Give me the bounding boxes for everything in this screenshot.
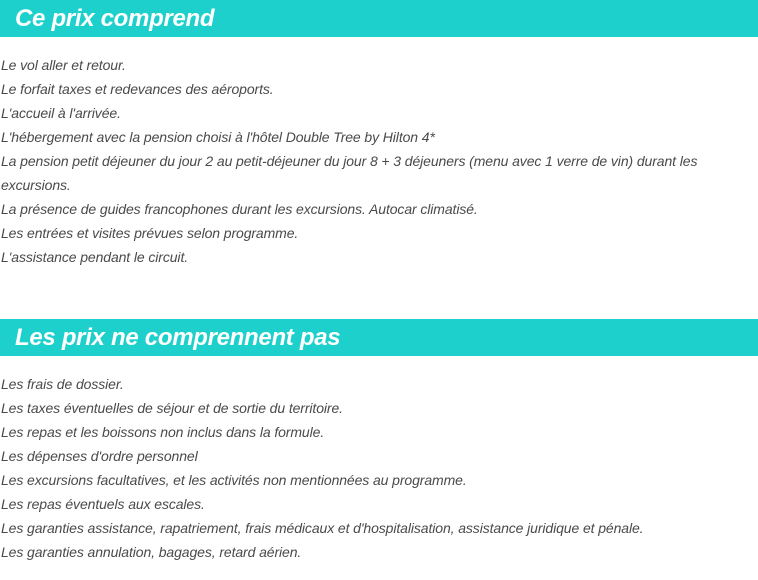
section-header-excludes xyxy=(0,319,758,356)
list-item: Les entrées et visites prévues selon programme. xyxy=(1,225,299,241)
list-item: Le vol aller et retour. xyxy=(1,57,126,73)
list-item: Les repas et les boissons non inclus dans la formule. xyxy=(1,424,325,440)
list-item: La pension petit déjeuner du jour 2 au petit-déjeuner du jour 8 + 3 déjeuners (menu avec 1 verre de vin) durant les excursions. xyxy=(1,153,698,193)
list-item: Le forfait taxes et redevances des aéroports. xyxy=(1,81,274,97)
list-item: L'hébergement avec la pension choisi à l'hôtel Double Tree by Hilton 4* xyxy=(1,129,435,145)
list-item: L'assistance pendant le circuit. xyxy=(1,249,189,265)
excluded-items-list xyxy=(0,372,758,564)
list-item: Les taxes éventuelles de séjour et de sortie du territoire. xyxy=(1,400,343,416)
list-item: Les repas éventuels aux escales. xyxy=(1,496,205,512)
list-item: Les garanties assistance, rapatriement, frais médicaux et d'hospitalisation, assistance juridique et pénale. xyxy=(1,520,644,536)
section-title-excludes: Les prix ne comprennent pas xyxy=(15,323,341,351)
section-title-includes: Ce prix comprend xyxy=(15,4,215,32)
list-item: Les garanties annulation, bagages, retard aérien. xyxy=(1,544,302,560)
section-header-includes xyxy=(0,0,758,37)
list-item: Les frais de dossier. xyxy=(1,376,124,392)
section-price-excludes xyxy=(0,319,758,564)
list-item: Les dépenses d'ordre personnel xyxy=(1,448,198,464)
included-items-list xyxy=(0,53,758,269)
list-item: L'accueil à l'arrivée. xyxy=(1,105,121,121)
list-item: La présence de guides francophones durant les excursions. Autocar climatisé. xyxy=(1,201,478,217)
section-price-includes xyxy=(0,0,758,269)
list-item: Les excursions facultatives, et les activités non mentionnées au programme. xyxy=(1,472,467,488)
